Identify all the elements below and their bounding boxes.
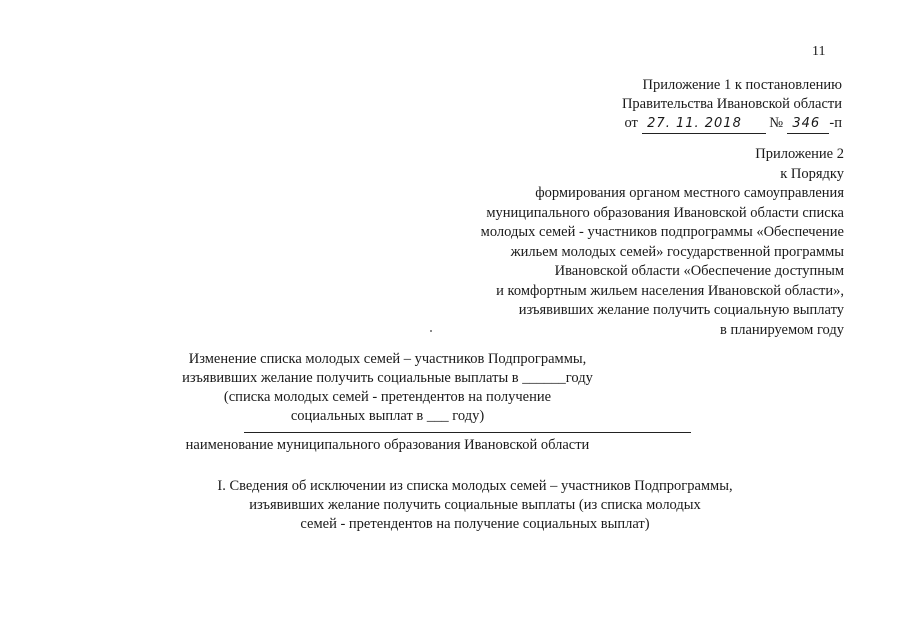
page-number: 11 xyxy=(812,44,826,59)
appendix-2-line: формирования органом местного самоуправления xyxy=(535,185,844,201)
handwritten-date: 27. 11. 2018 xyxy=(647,116,742,131)
number-suffix: -п xyxy=(829,115,842,131)
date-prefix: от xyxy=(624,115,638,131)
appendix-1-header xyxy=(622,76,842,134)
handwritten-number: 346 xyxy=(792,116,821,131)
title-line-4: социальных выплат в ___ году) xyxy=(290,408,485,424)
appendix-2-line: к Порядку xyxy=(780,165,844,182)
appendix-2-header xyxy=(481,145,844,340)
section-1-line-1: I. Сведения об исключении из списка молодых семей – участников Подпрограммы, xyxy=(217,478,733,494)
section-1-heading xyxy=(140,477,810,534)
municipality-name-caption: наименование муниципального образования Ивановской области xyxy=(185,437,590,453)
date-blank xyxy=(642,114,766,134)
number-blank xyxy=(787,114,830,134)
appendix-2-line: в планируемом году xyxy=(720,321,844,338)
number-sign: № xyxy=(769,115,784,131)
section-1-line-3: семей - претендентов на получение социальных выплат) xyxy=(300,516,650,532)
appendix-2-line: Ивановской области «Обеспечение доступным xyxy=(554,263,844,279)
appendix-1-line-1: Приложение 1 к постановлению xyxy=(642,77,842,93)
appendix-2-line: молодых семей - участников подпрограммы «Обеспечение xyxy=(480,224,844,240)
appendix-2-line: муниципального образования Ивановской области списка xyxy=(486,204,844,221)
appendix-1-date-line xyxy=(622,114,842,134)
appendix-2-line: и комфортным жильем населения Ивановской области», xyxy=(496,282,844,299)
scan-speck xyxy=(430,330,432,332)
appendix-2-line: Приложение 2 xyxy=(755,146,844,162)
appendix-2-line: жильем молодых семей» государственной программы xyxy=(510,243,844,260)
title-line-1: Изменение списка молодых семей – участников Подпрограммы, xyxy=(188,351,587,367)
title-line-3: (списка молодых семей - претендентов на получение xyxy=(223,389,552,405)
appendix-2-line: изъявивших желание получить социальную выплату xyxy=(518,302,844,318)
municipality-name-rule xyxy=(244,432,691,433)
appendix-1-line-2: Правительства Ивановской области xyxy=(621,96,842,112)
title-line-2: изъявивших желание получить социальные выплаты в ______году xyxy=(182,370,593,386)
section-1-line-2: изъявивших желание получить социальные выплаты (из списка молодых xyxy=(249,497,701,513)
document-title xyxy=(160,350,615,426)
